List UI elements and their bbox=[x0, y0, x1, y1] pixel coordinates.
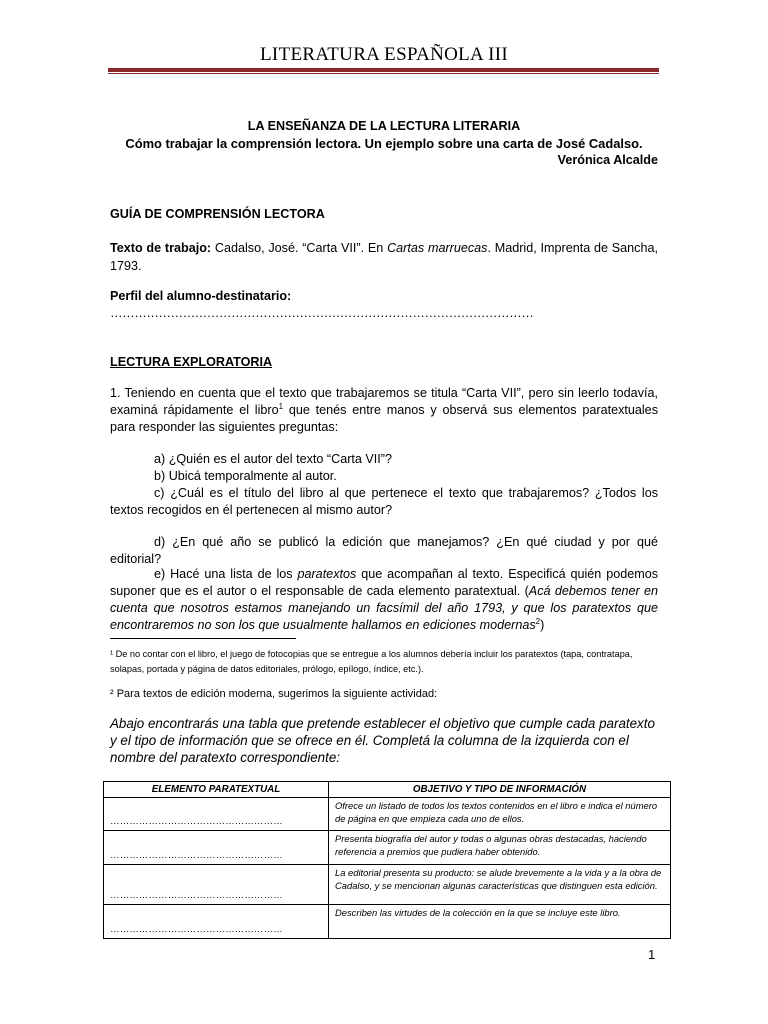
work-text-citation: Cadalso, José. “Carta VII”. En bbox=[214, 241, 388, 255]
running-header: LITERATURA ESPAÑOLA III bbox=[260, 44, 508, 65]
question-e bbox=[110, 566, 658, 634]
article-title: LA ENSEÑANZA DE LA LECTURA LITERARIA bbox=[247, 119, 521, 133]
footnote-ref-2: 2 bbox=[535, 616, 541, 626]
table-row bbox=[104, 798, 671, 831]
footnote-2: ² Para textos de edición moderna, sugerimos la siguiente actividad: bbox=[110, 688, 438, 700]
question-1 bbox=[110, 385, 658, 436]
paratext-blank-field[interactable]: ……………………………………………… bbox=[104, 905, 329, 939]
question-1-text: 1. Teniendo en cuenta que el texto que trabajaremos se titula “Carta VII”, pero sin leerlo todavía, examiná rápidamente el libro bbox=[110, 386, 658, 417]
column-header-element: ELEMENTO PARATEXTUAL bbox=[104, 782, 329, 798]
question-e-italic: paratextos bbox=[297, 567, 357, 581]
article-subtitle: Cómo trabajar la comprensión lectora. Un ejemplo sobre una carta de José Cadalso. bbox=[125, 136, 643, 151]
column-header-objective: OBJETIVO Y TIPO DE INFORMACIÓN bbox=[329, 782, 671, 798]
table-instruction: Abajo encontrarás una tabla que pretende establecer el objetivo que cumple cada paratexto y el tipo de información que se ofrece en él. Completá la columna de la izquierda con el nombre del paratexto correspondiente: bbox=[110, 716, 655, 765]
student-profile-line bbox=[110, 288, 658, 322]
question-c: c) ¿Cuál es el título del libro al que pertenece el texto que trabajaremos? ¿Todos los textos recogidos en él pertenecen al mismo autor? bbox=[110, 486, 658, 517]
question-e-close: ) bbox=[540, 618, 545, 632]
header-rule-thin bbox=[108, 73, 659, 74]
work-text-citation-end: . Madrid, Imprenta de Sancha, 1793. bbox=[110, 241, 658, 273]
table-row bbox=[104, 905, 671, 939]
exploratory-heading: LECTURA EXPLORATORIA bbox=[110, 355, 273, 369]
question-e-text-mid: que acompañan al texto. Especificá quién podemos suponer que es el autor o el responsable de cada elemento paratextual. ( bbox=[110, 567, 659, 598]
paratext-description: Presenta biografía del autor y todas o algunas obras destacadas, haciendo referencia a premios que pudiera haber obtenido. bbox=[329, 831, 671, 865]
paratext-blank-field[interactable]: ……………………………………………… bbox=[104, 865, 329, 905]
work-text-book-title: Cartas marruecas bbox=[387, 241, 488, 255]
question-e-text: e) Hacé una lista de los bbox=[154, 567, 298, 581]
question-1-text-end: que tenés entre manos y observá sus elementos paratextuales para responder las siguientes preguntas: bbox=[110, 403, 658, 434]
work-text-paragraph bbox=[110, 239, 658, 275]
question-a: a) ¿Quién es el autor del texto “Carta VII”? bbox=[154, 452, 392, 466]
footnote-1: ¹ De no contar con el libro, el juego de fotocopias que se entregue a los alumnos debería incluir los paratextos (tapa, contratapa, solapas, portada y página de datos editoriales, prólogo, epílogo, índice, etc.). bbox=[110, 649, 633, 674]
paratext-description: Describen las virtudes de la colección en la que se incluye este libro. bbox=[329, 905, 671, 939]
question-e-note: Acá debemos tener en cuenta que nosotros estamos manejando un facsímil del año 1793, y que los paratextos que encontraremos no son los que usualmente hallamos en ediciones modernas bbox=[110, 584, 658, 632]
table-row bbox=[104, 865, 671, 905]
guide-heading: GUÍA DE COMPRENSIÓN LECTORA bbox=[110, 207, 325, 221]
paratext-table bbox=[103, 781, 671, 939]
paratext-blank-field[interactable]: ……………………………………………… bbox=[104, 831, 329, 865]
work-text-label: Texto de trabajo: bbox=[110, 241, 212, 255]
header-rule bbox=[108, 68, 659, 72]
student-profile-blank: …………………………………………………………………………………………… bbox=[110, 306, 534, 320]
footnote-rule bbox=[110, 638, 296, 639]
table-row bbox=[104, 831, 671, 865]
table-header-row bbox=[104, 782, 671, 798]
article-author: Verónica Alcalde bbox=[557, 153, 658, 167]
footnote-ref-1: 1 bbox=[278, 401, 284, 411]
page-number: 1 bbox=[648, 947, 656, 962]
question-b: b) Ubicá temporalmente al autor. bbox=[154, 469, 337, 483]
question-d: d) ¿En qué año se publicó la edición que manejamos? ¿En qué ciudad y por qué editorial? bbox=[110, 535, 658, 566]
paratext-blank-field[interactable]: ……………………………………………… bbox=[104, 798, 329, 831]
paratext-description: La editorial presenta su producto: se alude brevemente a la vida y a la obra de Cadalso, y se mencionan algunas características que distinguen esta edición. bbox=[329, 865, 671, 905]
student-profile-label: Perfil del alumno-destinatario: bbox=[110, 289, 292, 303]
paratext-description: Ofrece un listado de todos los textos contenidos en el libro e indica el número de página en que empieza cada uno de ellos. bbox=[329, 798, 671, 831]
